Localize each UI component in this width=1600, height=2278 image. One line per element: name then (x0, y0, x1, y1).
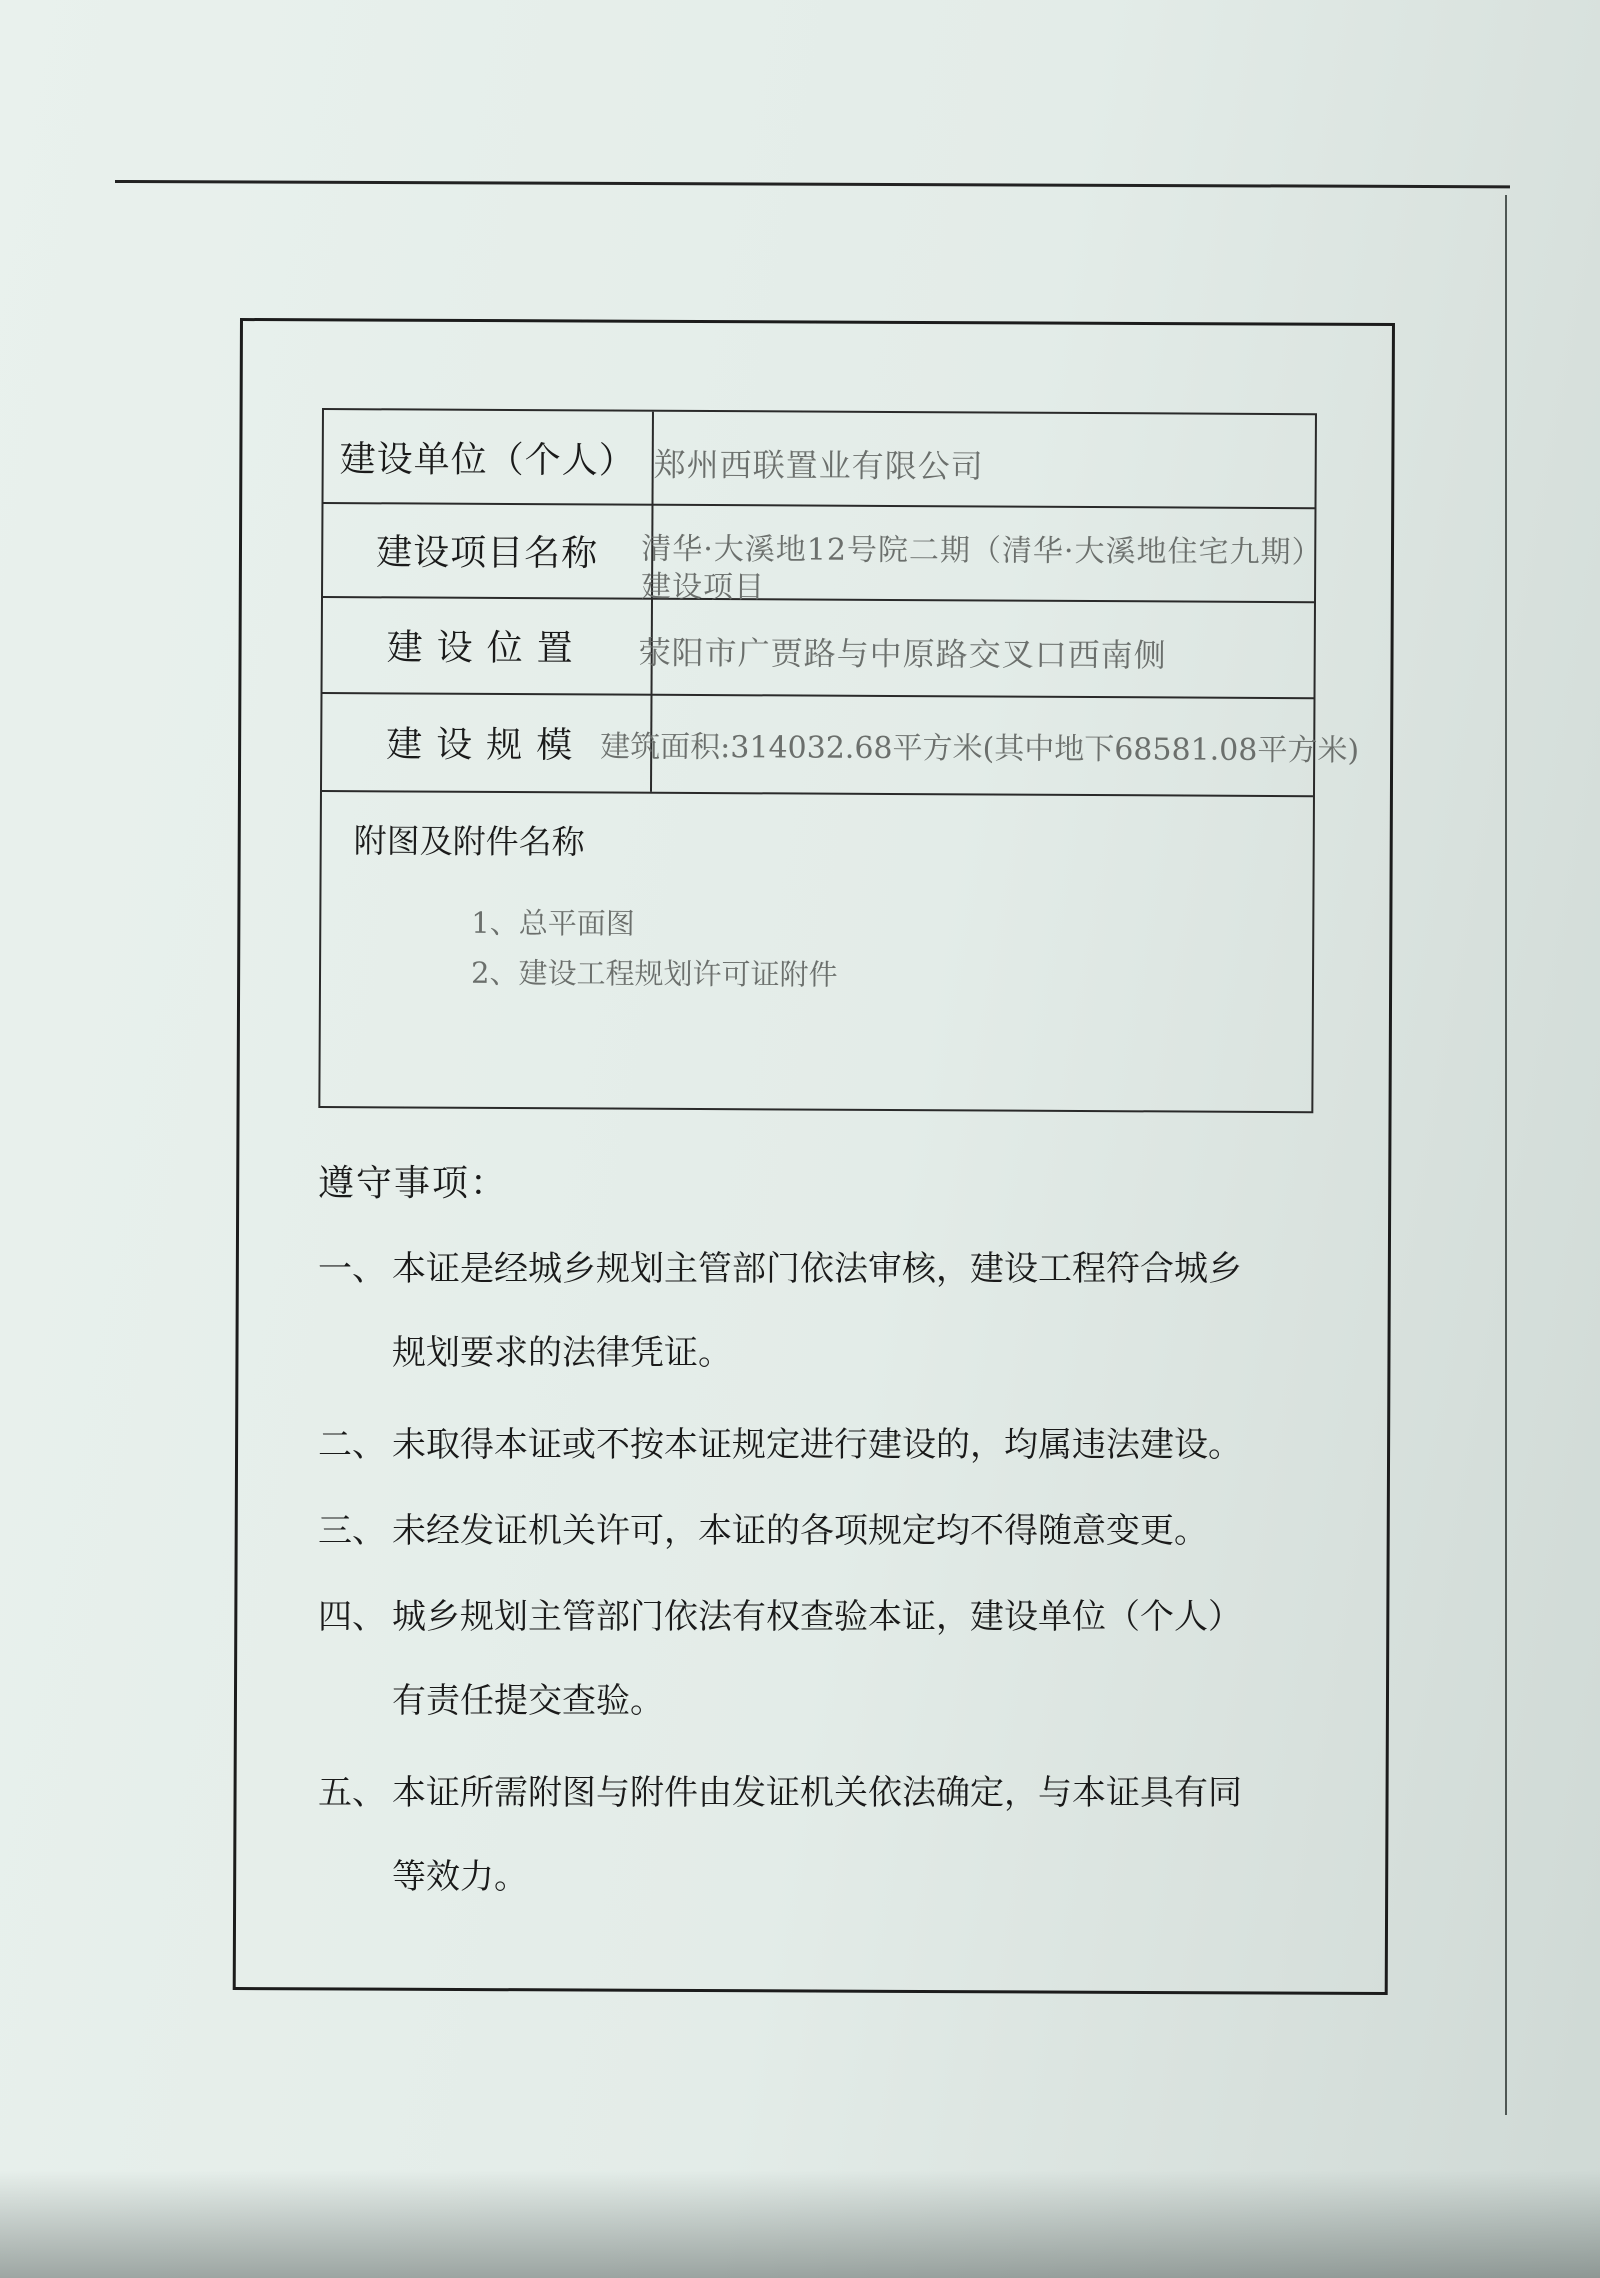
attachments-title: 附图及附件名称 (353, 821, 585, 862)
unit-label: 建设单位（个人） (339, 438, 636, 482)
rule-text-continued: 等效力。 (392, 1857, 528, 1897)
info-table (318, 408, 1360, 1113)
rule-item (318, 1417, 1242, 1466)
row-divider (322, 790, 1313, 797)
rule-text: 城乡规划主管部门依法有权查验本证，建设单位（个人） (392, 1597, 1242, 1637)
rule-text-continued: 有责任提交查验。 (392, 1681, 664, 1721)
attachment-item: 1、总平面图 (471, 905, 635, 941)
rule-number: 四、 (318, 1597, 386, 1637)
rule-item (318, 1241, 1242, 1290)
scale-label: 建设规模 (386, 723, 587, 766)
rule-text: 本证所需附图与附件由发证机关依法确定，与本证具有同 (392, 1773, 1242, 1813)
location-value: 荥阳市广贾路与中原路交叉口西南侧 (638, 633, 1167, 675)
paper-right-edge (1505, 195, 1507, 2115)
rule-number: 一、 (318, 1249, 386, 1289)
rule-text: 未经发证机关许可，本证的各项规定均不得随意变更。 (392, 1511, 1208, 1551)
photo-shadow (0, 2170, 1600, 2278)
rule-number: 三、 (318, 1511, 386, 1551)
project-label: 建设项目名称 (376, 531, 599, 574)
rule-item (318, 1765, 1242, 1814)
rule-item (318, 1589, 1242, 1638)
rule-number: 五、 (318, 1773, 386, 1813)
attachment-item: 2、建设工程规划许可证附件 (470, 955, 838, 992)
scale-value: 建筑面积:314032.68平方米(其中地下68581.08平方米) (600, 729, 1360, 769)
location-label: 建设位置 (386, 626, 587, 669)
rule-number: 二、 (318, 1425, 386, 1465)
unit-value: 郑州西联置业有限公司 (653, 445, 984, 486)
rule-item (318, 1503, 1208, 1552)
rule-text: 未取得本证或不按本证规定进行建设的，均属违法建设。 (392, 1425, 1242, 1465)
rule-text-continued: 规划要求的法律凭证。 (392, 1333, 732, 1373)
rules-title: 遵守事项： (318, 1163, 509, 1204)
project-value-line1: 清华·大溪地12号院二期（清华·大溪地住宅九期） (641, 531, 1323, 571)
project-value-line2: 建设项目 (640, 569, 766, 606)
rule-text: 本证是经城乡规划主管部门依法审核，建设工程符合城乡 (392, 1249, 1242, 1289)
